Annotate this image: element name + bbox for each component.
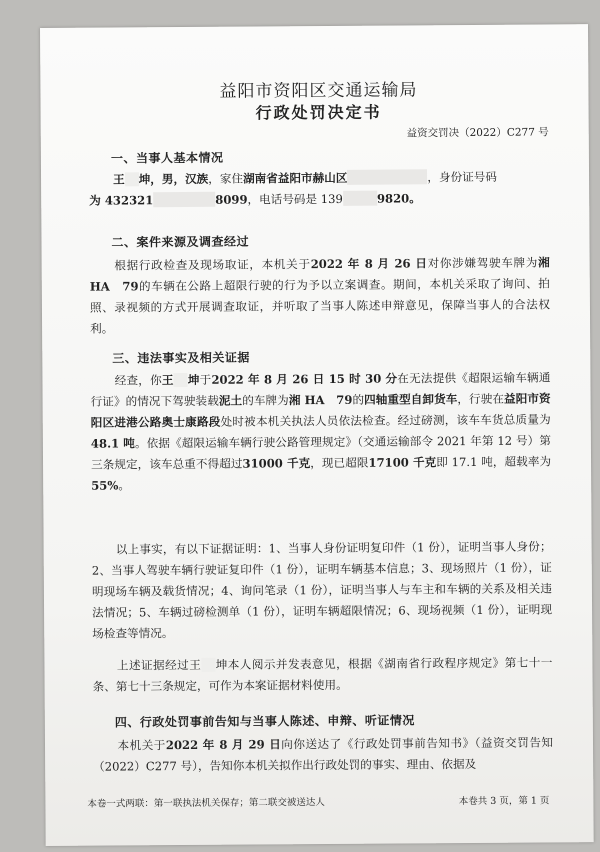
footer-page-number: 本卷共 3 页，第 1 页 <box>458 795 550 808</box>
party-name-rest: 坤，男，汉族 <box>138 171 209 187</box>
evidence-list-paragraph: 以上事实，有以下证据证明：1、当事人身份证明复印件（1 份），证明当事人身份；2、当事人驾驶车辆行驶证复印件（1 份），证明车辆基本信息；3、现场照片（1 份），证明现场车辆及载货情况；4、询问笔录（1 份），证明当事人与车主和车辆的关系及相关违法情况；5、车辆过磅检测单（1 份），证明车辆超限情况；6、现场视频（1 份），证明现场检查等情况。 <box>91 539 553 641</box>
vehicle-plate: 湘 HA 79 <box>288 392 353 408</box>
vehicle-type: 四轴重型自卸货车 <box>364 392 458 407</box>
redaction-box <box>347 169 427 185</box>
redaction-box <box>343 191 377 206</box>
document-body <box>87 24 554 810</box>
case-date: 2022 年 8 月 26 日 <box>310 256 428 272</box>
notice-date: 2022 年 8 月 29 日 <box>165 737 282 753</box>
overload-rate: 55% <box>91 478 119 493</box>
document-type-title: 行政处罚决定书 <box>255 102 382 123</box>
violation-time: 2022 年 8 月 26 日 15 时 30 分 <box>211 371 398 387</box>
violation-facts-paragraph: 经查，你王 坤于2022 年 8 月 26 日 15 时 30 分在无法提供《超限运输车辆通行证》的情况下驾驶装载泥土的车牌为湘 HA 79的四轴重型自卸货车，行驶在益阳市资阳区进港公路奥士康路段处时被本机关执法人员依法检查。经过磅测，该车车货总质量为48.1 吨。依据《超限运输车辆行驶公路管理规定》（交通运输部令 2021 年第 12 号）第三条规定，该车总重不得超过31000 千克，现已超限17100 千克即 17.1 吨，超载率为55%。 <box>90 370 552 493</box>
total-weight: 48.1 吨 <box>90 436 136 451</box>
redaction-box <box>174 373 188 387</box>
redaction-box <box>201 658 215 672</box>
document-number: 益资交罚决（2022）C277 号 <box>406 126 549 140</box>
phone-number-suffix: 9820。 <box>376 191 421 206</box>
document-page <box>40 24 594 846</box>
section-heading-prior-notice: 四、行政处罚事前告知与当事人陈述、申辩、听证情况 <box>114 713 415 730</box>
inspection-location: 益阳市资阳区进港公路奥士康路段 <box>90 391 551 430</box>
section-heading-party-info: 一、当事人基本情况 <box>110 150 224 166</box>
cargo-type: 泥土 <box>218 393 243 408</box>
page-footer <box>87 792 553 810</box>
overweight-amount: 17100 千克 <box>368 455 437 470</box>
party-address: 湖南省益阳市赫山区 <box>242 170 348 186</box>
case-source-paragraph: 根据行政检查及现场取证，本机关于2022 年 8 月 26 日对你涉嫌驾驶车牌为湘 HA 79的车辆在公路上超限行驶的行为予以立案调查。期间，本机关采取了询问、拍照、录视频的方式开展调查取证，并听取了当事人陈述申辩意见，保障当事人的合法权利。 <box>89 255 550 336</box>
prior-notice-paragraph: 本机关于2022 年 8 月 29 日向你送达了《行政处罚事前告知书》（益资交罚告知（2022）C277 号），告知你本机关拟作出行政处罚的事实、理由、依据及 <box>93 735 554 774</box>
evidence-review-paragraph: 上述证据经过王 坤本人阅示并发表意见，根据《湖南省行政程序规定》第七十一条、第七十三条规定，可作为本案证据材料使用。 <box>92 655 553 694</box>
footer-copy-note: 本卷一式两联：第一联执法机关保存；第二联交被送达人 <box>87 797 325 810</box>
issuing-agency-title: 益阳市资阳区交通运输局 <box>219 80 418 102</box>
redaction-box <box>153 192 215 207</box>
section-heading-violation-facts: 三、违法事实及相关证据 <box>112 350 250 366</box>
party-info-paragraph: 王 坤，男，汉族，家住湖南省益阳市赫山区 ，身份证号码 为 432321 8099，电话号码是 139 9820。 <box>89 169 498 208</box>
party-name-first: 王 <box>113 172 125 187</box>
weight-limit: 31000 千克 <box>242 456 311 471</box>
vehicle-plate: 湘 HA 79 <box>89 255 550 294</box>
id-number-prefix: 为 432321 <box>89 193 154 208</box>
id-number-suffix: 8099 <box>215 192 248 207</box>
section-heading-case-source: 二、案件来源及调查经过 <box>111 234 250 250</box>
redaction-box <box>125 172 139 186</box>
